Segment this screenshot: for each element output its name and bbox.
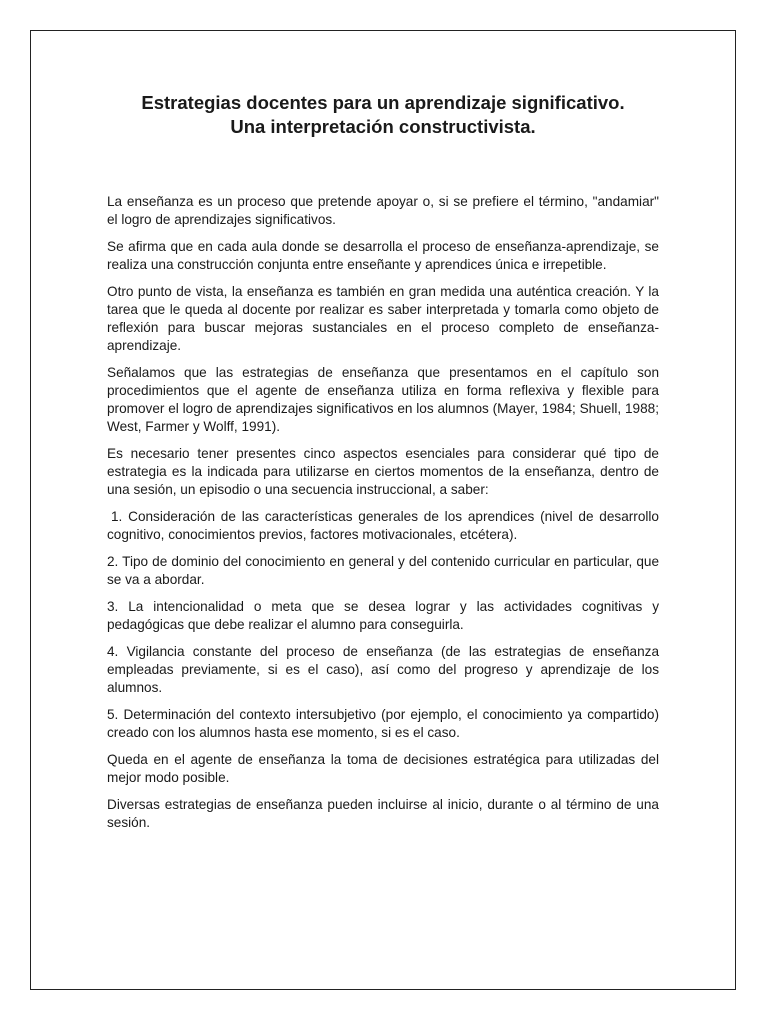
paragraph: Señalamos que las estrategias de enseñanza que presentamos en el capítulo son procedimientos que el agente de enseñanza utiliza en forma reflexiva y flexible para promover el logro de aprendizajes significativos en los alumnos (Mayer, 1984; Shuell, 1988; West, Farmer y Wolff, 1991). [107,365,659,434]
paragraph: Es necesario tener presentes cinco aspectos esenciales para considerar qué tipo de estrategia es la indicada para utilizarse en ciertos momentos de la enseñanza, dentro de una sesión, un episodio o una secuencia instruccional, a saber: [107,446,659,497]
paragraph: La enseñanza es un proceso que pretende apoyar o, si se prefiere el término, "andamiar" el logro de aprendizajes significativos. [107,194,659,227]
document-page [30,30,736,990]
list-item: 1. Consideración de las características generales de los aprendices (nivel de desarrollo cognitivo, conocimientos previos, factores motivacionales, etcétera). [107,509,659,542]
list-item: 2. Tipo de dominio del conocimiento en general y del contenido curricular en particular, que se va a abordar. [107,554,659,587]
list-item: 4. Vigilancia constante del proceso de enseñanza (de las estrategias de enseñanza empleadas previamente, si es el caso), así como del progreso y aprendizaje de los alumnos. [107,644,659,695]
paragraph: Otro punto de vista, la enseñanza es también en gran medida una auténtica creación. Y la tarea que le queda al docente por realizar es saber interpretada y tomarla como objeto de reflexión para buscar mejoras sustanciales en el proceso completo de enseñanza-aprendizaje. [107,284,659,353]
list-item: 3. La intencionalidad o meta que se desea lograr y las actividades cognitivas y pedagógicas que debe realizar el alumno para conseguirla. [107,599,659,632]
paragraph: Queda en el agente de enseñanza la toma de decisiones estratégica para utilizadas del mejor modo posible. [107,752,659,785]
paragraph: Diversas estrategias de enseñanza pueden incluirse al inicio, durante o al término de una sesión. [107,797,659,830]
paragraph: Se afirma que en cada aula donde se desarrolla el proceso de enseñanza-aprendizaje, se realiza una construcción conjunta entre enseñante y aprendices única e irrepetible. [107,239,659,272]
document-body [107,193,659,841]
list-item: 5. Determinación del contexto intersubjetivo (por ejemplo, el conocimiento ya compartido) creado con los alumnos hasta ese momento, si es el caso. [107,707,659,740]
title-line-1: Estrategias docentes para un aprendizaje significativo. [141,92,625,113]
title-line-2: Una interpretación constructivista. [230,116,536,137]
page-title [31,91,735,139]
